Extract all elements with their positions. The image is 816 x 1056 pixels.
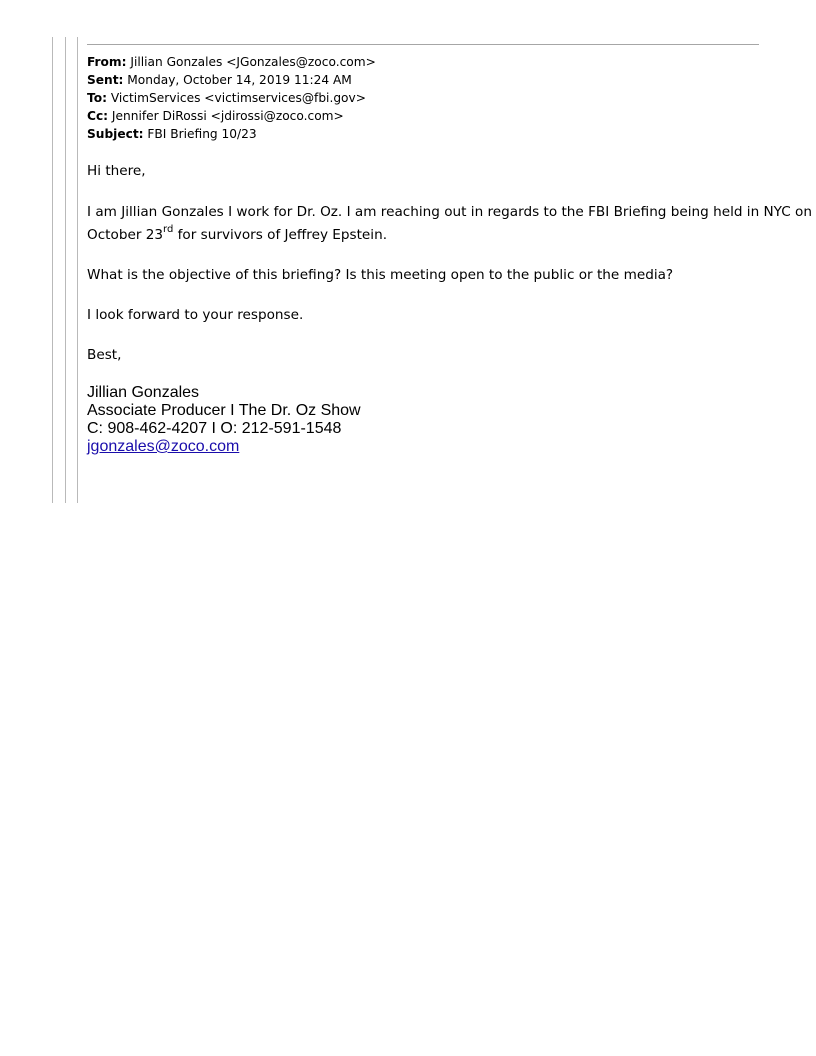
signature-name: Jillian Gonzales xyxy=(87,384,200,401)
quote-bar-outer xyxy=(52,37,53,503)
body-paragraph-2: What is the objective of this briefing? Is this meeting open to the public or the media? xyxy=(87,267,674,283)
signature-title: Associate Producer I The Dr. Oz Show xyxy=(87,402,361,419)
signature-block xyxy=(87,384,807,456)
to-label: To: xyxy=(87,91,107,105)
body-paragraph-3: I look forward to your response. xyxy=(87,307,304,323)
body-paragraph-1 xyxy=(87,201,812,247)
subject-line xyxy=(87,125,807,143)
body-paragraph-1-line-2 xyxy=(87,224,807,247)
cc-line xyxy=(87,107,807,125)
to-value: VictimServices <victimservices@fbi.gov> xyxy=(110,91,366,105)
body-paragraph-1-line-1: I am Jillian Gonzales I work for Dr. Oz. I am reaching out in regards to the FBI Briefing being held in NYC on xyxy=(87,204,812,220)
ordinal-suffix: rd xyxy=(163,224,174,236)
to-line xyxy=(87,89,807,107)
email-message xyxy=(87,53,812,456)
sent-label: Sent: xyxy=(87,73,124,87)
cc-value: Jennifer DiRossi <jdirossi@zoco.com> xyxy=(111,109,344,123)
body-paragraph-1-end: for survivors of Jeffrey Epstein. xyxy=(173,227,388,243)
quote-bar-inner xyxy=(77,37,78,503)
header-divider xyxy=(87,44,759,45)
subject-label: Subject: xyxy=(87,127,144,141)
cc-label: Cc: xyxy=(87,109,109,123)
from-value: Jillian Gonzales <JGonzales@zoco.com> xyxy=(130,55,376,69)
subject-value: FBI Briefing 10/23 xyxy=(147,127,257,141)
from-label: From: xyxy=(87,55,127,69)
date-text: October 23 xyxy=(87,227,164,243)
sent-line xyxy=(87,71,807,89)
email-headers xyxy=(87,53,807,143)
closing: Best, xyxy=(87,347,122,363)
greeting: Hi there, xyxy=(87,163,146,179)
from-line xyxy=(87,53,807,71)
signature-email-link[interactable]: jgonzales@zoco.com xyxy=(87,438,240,455)
quote-bar-middle xyxy=(65,37,66,503)
sent-value: Monday, October 14, 2019 11:24 AM xyxy=(127,73,352,87)
signature-phones: C: 908-462-4207 I O: 212-591-1548 xyxy=(87,420,342,437)
